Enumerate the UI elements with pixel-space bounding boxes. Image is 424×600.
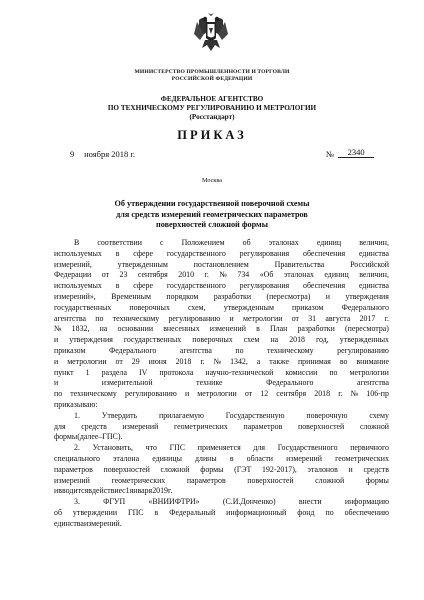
- order-month-year: ноября 2018 г.: [84, 149, 136, 159]
- body-line: формы (далее – ГПС).: [54, 432, 123, 442]
- body-line: приказом Федерального агентства по техническому регулированию: [54, 345, 389, 355]
- body-line: и вводится в действие с 1 января 2019 г.: [54, 486, 173, 496]
- russian-coat-of-arms-icon: [194, 12, 228, 52]
- ministry-header: [0, 69, 424, 83]
- agency-line-2: ПО ТЕХНИЧЕСКОМУ РЕГУЛИРОВАНИЮ И МЕТРОЛОГИИ: [107, 104, 317, 112]
- order-number-value: 2340: [338, 147, 374, 158]
- body-line: № 1832, на основании внесенных изменений в План разработки (пересмотра): [54, 324, 389, 334]
- body-line: по техническому регулированию и метрологии от 12 сентября 2018 г. № 106-пр: [54, 389, 389, 399]
- body-line: пункт 1 раздела IV протокола научно-технической комиссии по метрологии: [54, 367, 389, 377]
- subject-line-1: Об утверждении государственной поверочной схемы: [114, 199, 310, 208]
- body-line: В соответствии с Положением об эталонах единиц величин,: [74, 238, 389, 247]
- order-number: [326, 149, 374, 160]
- body-line: измерений геометрических параметров поверхностей сложной формы: [54, 475, 389, 485]
- city-label: Москва: [202, 177, 222, 184]
- body-line: измерений, утвержденным постановлением Правительства Российской: [54, 259, 389, 269]
- subject-line-3: поверхностей сложной формы: [156, 220, 268, 229]
- body-line: Федерации от 23 сентября 2010 г. № 734 «Об эталонах единиц величин,: [54, 270, 389, 280]
- body-line: и измерительной технике Федерального агентства: [54, 378, 389, 388]
- body-line: 3. ФГУП «ВНИИФТРИ» (С.И.Донченко) внести информацию: [74, 497, 389, 507]
- order-date: [70, 149, 135, 159]
- agency-header: [0, 95, 424, 122]
- body-line: государственных поверочных схем, утвержденным приказом Федерального: [54, 302, 389, 312]
- body-line: 1. Утвердить прилагаемую Государственную поверочную схему: [74, 410, 389, 420]
- agency-line-1: ФЕДЕРАЛЬНОЕ АГЕНТСТВО: [160, 95, 264, 103]
- order-day: 9: [70, 149, 75, 159]
- body-line: используемых в сфере государственного регулирования обеспечения единства: [54, 248, 389, 258]
- body-line: и метрологии от 29 июня 2018 г. № 1342, а также принимая во внимание: [54, 356, 389, 366]
- body-line: измерений», Временным порядком разработки (пересмотра) и утверждения: [54, 291, 389, 301]
- body-line: параметров поверхностей сложной формы (ГЭТ 192-2017), эталонов и средств: [54, 464, 389, 474]
- body-line: об утверждении ГПС в Федеральный информационный фонд по обеспечению: [54, 507, 389, 517]
- order-body: [54, 238, 389, 530]
- body-line: для средств измерений геометрических параметров поверхностей сложной: [54, 421, 389, 431]
- ministry-line-2: РОССИЙСКОЙ ФЕДЕРАЦИИ: [171, 76, 253, 82]
- subject-line-2: для средств измерений геометрических параметров: [116, 209, 308, 219]
- order-subject: [0, 199, 424, 231]
- body-line: 2. Установить, что ГПС применяется для Государственного первичного: [74, 443, 389, 453]
- body-line: специального эталона единицы длины в области измерений геометрических: [54, 453, 389, 463]
- body-line: п р и к а з ы в а ю:: [54, 399, 98, 409]
- body-line: агентства по техническому регулированию и метрологии от 31 августа 2017 г.: [54, 313, 389, 323]
- number-sign: №: [326, 149, 335, 159]
- document-type-title: ПРИКАЗ: [177, 128, 247, 142]
- ministry-line-1: МИНИСТЕРСТВО ПРОМЫШЛЕННОСТИ И ТОРГОВЛИ: [134, 69, 290, 75]
- agency-line-3: (Росстандарт): [189, 113, 235, 121]
- body-line: используемых в сфере государственного регулирования обеспечения единства: [54, 281, 389, 291]
- body-line: единства измерений.: [54, 518, 122, 528]
- body-line: и утверждения государственных поверочных схем на 2018 год, утвержденных: [54, 335, 389, 345]
